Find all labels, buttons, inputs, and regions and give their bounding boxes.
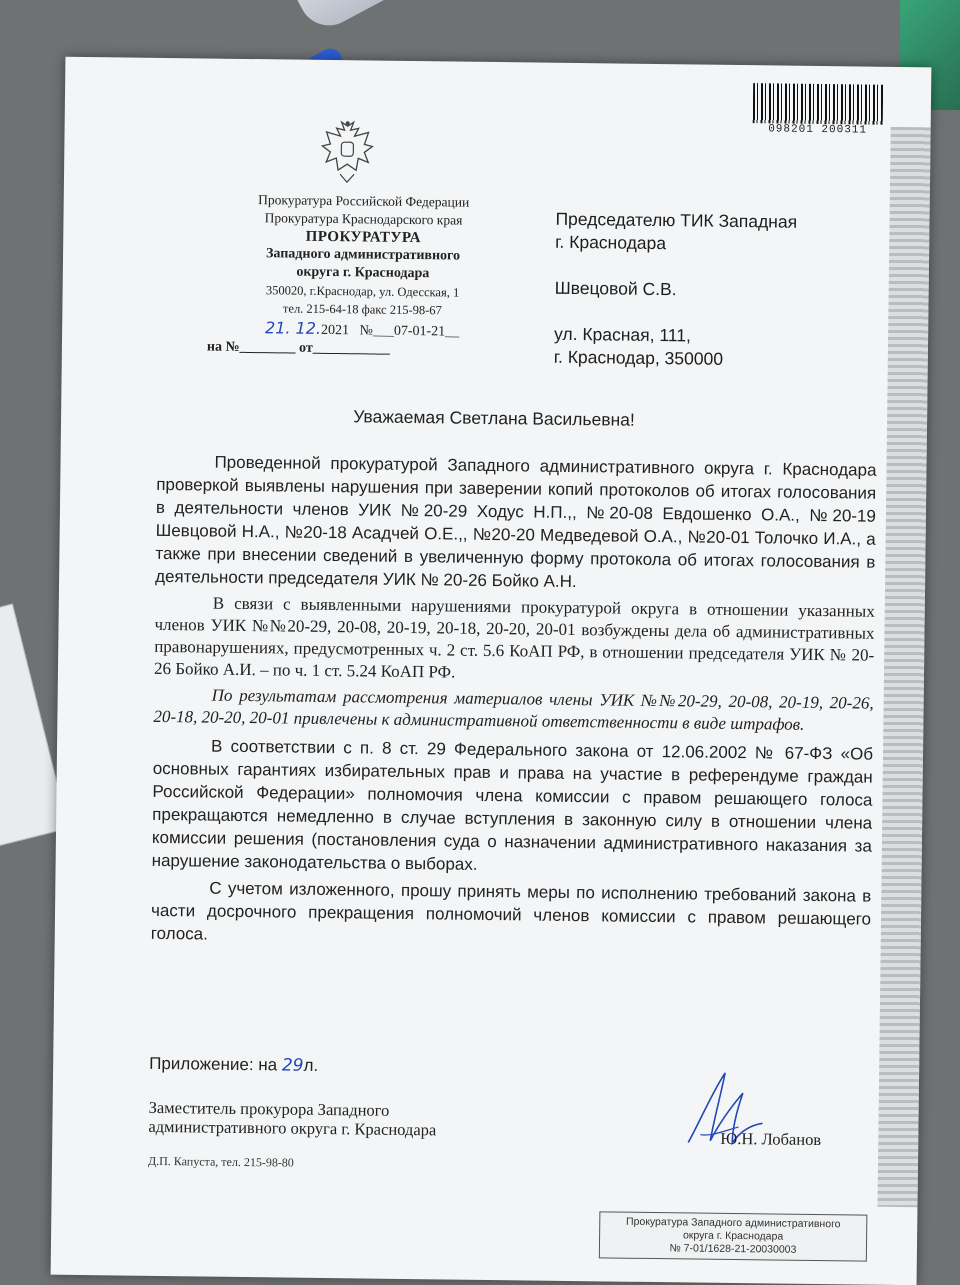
org-address: 350020, г.Краснодар, ул. Одесская, 1 [265,283,460,300]
coat-of-arms-icon [316,118,379,189]
number-prefix: № [359,323,373,339]
signer-title [148,1098,436,1140]
barcode-bars [753,83,883,125]
ref-label-ot: от [298,340,313,356]
signer-name: Ю.Н. Лобанов [720,1128,822,1150]
salutation: Уважаемая Светлана Васильевна! [353,406,635,430]
executor-line: Д.П. Капуста, тел. 215-98-80 [147,1153,294,1170]
recipient-address2: г. Краснодар, 350000 [553,346,724,369]
signer-title-line2: административного округа г. Краснодара [148,1116,437,1140]
paragraph-3: По результатам рассмотрения материалов члены УИК №№20-29, 20-08, 20-19, 20-26, 20-18, 20-20, 20-01 привлечены к административной ответственности в виде штрафов. [153,685,874,734]
ref-label-na: на № [206,339,240,355]
appendix-line [149,1054,318,1076]
reference-line: на №________ от___________ [206,339,390,357]
barcode [752,83,883,143]
appendix-pages-handwritten: 29 [281,1055,304,1076]
paragraph-5: С учетом изложенного, прошу принять меры по исполнению требований закона в части досрочного прекращения полномочий членов комиссии с правом решающего голоса. [150,878,872,944]
appendix-suffix: л. [303,1055,319,1075]
pen [284,0,529,36]
appendix-label: Приложение: на [149,1053,278,1075]
sender-block [152,190,574,361]
number-value: 07-01-21 [393,323,446,340]
recipient-line1: Председателю ТИК Западная [555,208,798,232]
recipient-block [554,208,896,373]
date-number-line: 21. 12.2021 №___07-01-21__ [264,318,460,340]
recipient-address1: ул. Красная, 111, [554,323,692,346]
handwritten-date: 21. 12. [264,318,322,338]
recipient-name: Швецовой С.В. [554,277,677,300]
barcode-number: 098201 200311 [768,123,868,137]
letter-sheet [51,57,932,1285]
recipient-line2: г. Краснодара [555,231,667,254]
org-bold-line2: округа г. Краснодара [296,264,430,282]
signer-title-line1: Заместитель прокурора Западного [148,1097,390,1120]
registration-stamp [599,1211,868,1261]
date-year: 2021 [320,322,350,339]
org-bold-line1: Западного административного [265,246,461,264]
org-line-federation: Прокуратура Российской Федерации [258,192,470,210]
stamp-line3: № 7-01/1628-21-20030003 [669,1242,797,1256]
letter-body [151,450,877,958]
paragraph-4: В соответствии с п. 8 ст. 29 Федерального закона от 12.06.2002 № 67-ФЗ «Об основных гарантиях избирательных прав и права на участие в референдуме граждан Российской Федерации» полномочия члена комиссии с правом решающего голоса прекращаются немедленно в случае вступления в законную силу в отношении члена комиссии решения (постановления суда о назначении административного наказания за нарушение законодательства о выборах. [151,736,874,874]
paragraph-2: В связи с выявленными нарушениями прокуратурой округа в отношении указанных членов УИК №№20-29, 20-08, 20-19, 20-18, 20-20, 20-01 возбуждены дела об административных правонарушениях, предусмотренных ч. 2 ст. 5.6 КоАП РФ, в отношении председателя УИК № 20-26 Бойко А.И. – по ч. 1 ст. 5.24 КоАП РФ. [153,593,875,682]
org-caps: ПРОКУРАТУРА [305,228,422,247]
stamp-line2: округа г. Краснодара [682,1229,784,1243]
org-line-region: Прокуратура Краснодарского края [264,210,463,228]
org-phone: тел. 215-64-18 факс 215-98-67 [282,301,442,318]
stamp-line1: Прокуратура Западного административного [625,1215,841,1231]
paragraph-1: Проведенной прокуратурой Западного административного округа г. Краснодара проверкой выявлены нарушения при заверении копий протоколов об итогах голосования в деятельности членов УИК №20-29 Ходус Н.П.,, №20-08 Евдошенко О.А., №20-19 Шевцовой Н.А., №20-18 Асадчей О.Е.,, №20-20 Медведевой О.А., №20-01 Толочко И.А., а также при внесении сведений в увеличенную форму протокола об итогах голосования в деятельности председателя УИК № 20-26 Бойко А.Н. [155,452,877,592]
